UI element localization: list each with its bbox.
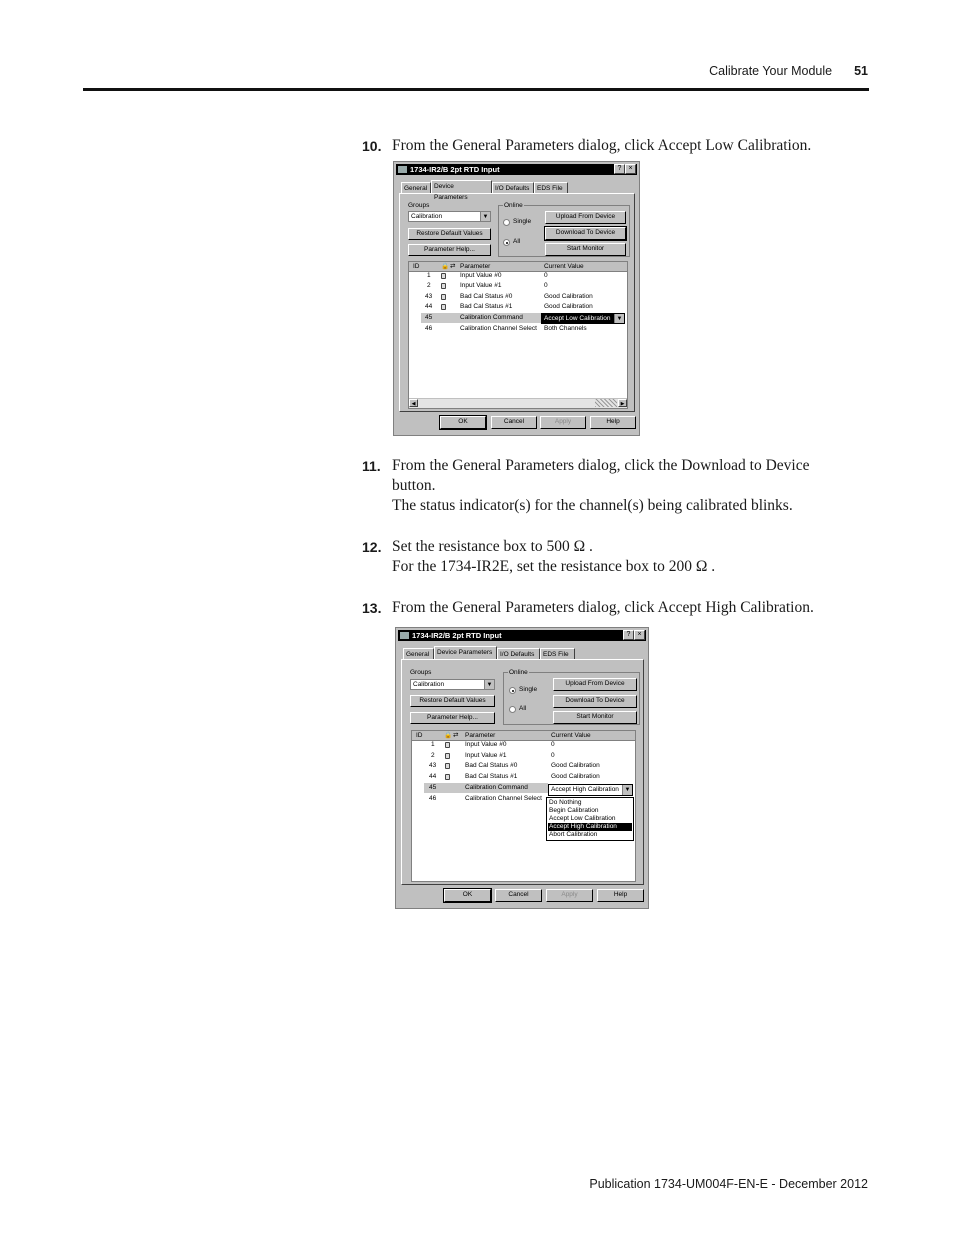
step-number: 10. — [362, 138, 382, 154]
col-id: ID — [413, 263, 420, 270]
restore-defaults-button[interactable]: Restore Default Values — [408, 228, 491, 240]
col-current-value: Current Value — [551, 732, 591, 739]
step-number: 13. — [362, 600, 382, 616]
parameter-help-button[interactable]: Parameter Help... — [410, 712, 495, 724]
radio-all[interactable] — [509, 706, 516, 713]
groups-select[interactable] — [410, 679, 495, 690]
step-text: button. — [392, 477, 436, 494]
tab-general[interactable]: General — [401, 182, 431, 193]
app-icon — [400, 632, 409, 639]
online-group — [503, 669, 640, 725]
lock-icon — [441, 273, 446, 279]
parameter-list[interactable] — [411, 730, 636, 882]
calibration-command-select[interactable] — [541, 313, 625, 324]
start-monitor-button[interactable]: Start Monitor — [545, 243, 626, 256]
help-title-button[interactable]: ? — [623, 630, 634, 640]
col-parameter: Parameter — [460, 263, 491, 270]
close-icon[interactable]: × — [634, 630, 645, 640]
col-id: ID — [416, 732, 423, 739]
lock-icon — [445, 742, 450, 748]
step-12 — [362, 537, 862, 577]
table-row[interactable]: 2 Input Value #1 0 — [427, 282, 548, 289]
lock-icon: 🔒 — [441, 263, 450, 270]
dialog-title-bar — [396, 164, 637, 175]
table-row[interactable]: 2 Input Value #1 0 — [431, 752, 555, 759]
calibration-command-value: Accept High Calibration — [551, 786, 619, 793]
radio-single[interactable] — [503, 219, 510, 226]
dropdown-option[interactable]: Do Nothing — [549, 799, 582, 806]
cancel-button[interactable]: Cancel — [491, 416, 537, 429]
sort-icon: ⇄ — [450, 263, 456, 270]
tab-panel — [401, 659, 644, 885]
tab-io-defaults[interactable]: I/O Defaults — [497, 648, 540, 659]
radio-all-label: All — [519, 705, 527, 712]
tab-eds-file[interactable]: EDS File — [534, 182, 568, 193]
app-icon — [398, 166, 407, 173]
help-button[interactable]: Help — [597, 889, 644, 902]
lock-icon — [445, 753, 450, 759]
col-current-value: Current Value — [544, 263, 584, 270]
apply-button[interactable]: Apply — [540, 416, 586, 429]
online-group — [498, 202, 630, 257]
groups-select[interactable] — [408, 211, 491, 222]
step-number: 11. — [362, 458, 381, 474]
table-row[interactable]: 44 Bad Cal Status #1 Good Calibration — [425, 303, 593, 310]
horizontal-scrollbar[interactable] — [409, 398, 627, 408]
step-note: For the 1734-IR2E, set the resistance box to 200 Ω . — [392, 558, 716, 575]
table-row[interactable]: 46 Calibration Channel Select Both Channels — [425, 325, 587, 332]
step-10 — [362, 136, 862, 156]
parameter-help-button[interactable]: Parameter Help... — [408, 244, 491, 256]
tab-eds-file[interactable]: EDS File — [540, 648, 575, 659]
page-number: 51 — [854, 64, 868, 78]
radio-single-label: Single — [519, 686, 538, 693]
step-number: 12. — [362, 539, 382, 555]
step-text: From the General Parameters dialog, click Accept High Calibration. — [392, 599, 814, 616]
tab-panel — [399, 193, 635, 412]
step-text: From the General Parameters dialog, click the Download to Device — [392, 457, 810, 474]
radio-all[interactable] — [503, 239, 510, 246]
step-result: The status indicator(s) for the channel(s) being calibrated blinks. — [392, 497, 793, 514]
dropdown-option[interactable]: Begin Calibration — [549, 807, 599, 814]
apply-button[interactable]: Apply — [546, 889, 593, 902]
tab-device-parameters[interactable]: Device Parameters — [431, 180, 492, 193]
step-11 — [362, 456, 862, 516]
tab-device-parameters[interactable]: Device Parameters — [434, 646, 497, 659]
lock-icon — [445, 774, 450, 780]
ok-button[interactable]: OK — [440, 416, 486, 429]
radio-single-label: Single — [513, 218, 532, 225]
lock-icon — [445, 763, 450, 769]
calibration-command-dropdown[interactable] — [546, 797, 634, 841]
col-parameter: Parameter — [465, 732, 496, 739]
upload-from-device-button[interactable]: Upload From Device — [545, 211, 626, 224]
help-title-button[interactable]: ? — [614, 164, 625, 174]
table-row[interactable]: 43 Bad Cal Status #0 Good Calibration — [425, 293, 593, 300]
parameter-list[interactable] — [408, 261, 628, 409]
lock-icon — [441, 283, 446, 289]
table-row-selected[interactable]: 45 Calibration Command — [425, 314, 523, 321]
lock-icon: 🔒 — [444, 732, 453, 739]
scroll-right-icon[interactable]: ▶ — [618, 399, 627, 407]
table-row[interactable]: 1 Input Value #0 0 — [431, 741, 555, 748]
sort-icon: ⇄ — [453, 732, 459, 739]
online-label: Online — [504, 202, 523, 209]
dropdown-option[interactable]: Abort Calibration — [549, 831, 598, 838]
table-row[interactable]: 43 Bad Cal Status #0 Good Calibration — [429, 762, 600, 769]
step-text: From the General Parameters dialog, click Accept Low Calibration. — [392, 137, 812, 154]
online-label: Online — [509, 669, 528, 676]
publication-footer: Publication 1734-UM004F-EN-E - December 2012 — [589, 1177, 868, 1191]
scroll-left-icon[interactable]: ◀ — [409, 399, 418, 407]
dialog-accept-low — [393, 161, 640, 436]
lock-icon — [441, 304, 446, 310]
tab-general[interactable]: General — [403, 648, 434, 659]
chevron-down-icon[interactable]: ▼ — [622, 785, 632, 795]
groups-label: Groups — [410, 669, 432, 676]
cancel-button[interactable]: Cancel — [495, 889, 542, 902]
section-title: Calibrate Your Module — [709, 64, 833, 78]
header-rule — [83, 88, 869, 91]
chevron-down-icon[interactable]: ▼ — [480, 212, 490, 221]
ok-button[interactable]: OK — [444, 889, 491, 902]
table-row[interactable]: 46 Calibration Channel Select — [429, 795, 542, 802]
groups-label: Groups — [408, 202, 430, 209]
dialog-title-bar — [398, 630, 646, 641]
chevron-down-icon[interactable]: ▼ — [484, 680, 494, 689]
running-header — [709, 64, 868, 78]
scroll-thumb[interactable] — [595, 399, 617, 407]
groups-value: Calibration — [411, 213, 443, 220]
dropdown-option[interactable]: Accept Low Calibration — [549, 815, 616, 822]
calibration-command-value: Accept Low Calibration — [542, 314, 614, 323]
restore-defaults-button[interactable]: Restore Default Values — [410, 695, 495, 707]
chevron-down-icon[interactable]: ▼ — [614, 314, 624, 323]
radio-single[interactable] — [509, 687, 516, 694]
help-button[interactable]: Help — [590, 416, 636, 429]
dialog-title: 1734-IR2/B 2pt RTD Input — [412, 631, 502, 640]
step-text: Set the resistance box to 500 Ω . — [392, 538, 593, 555]
table-row[interactable]: 44 Bad Cal Status #1 Good Calibration — [429, 773, 600, 780]
download-to-device-button[interactable]: Download To Device — [545, 227, 626, 240]
table-row[interactable]: 1 Input Value #0 0 — [427, 272, 548, 279]
lock-icon — [441, 294, 446, 300]
upload-from-device-button[interactable]: Upload From Device — [553, 678, 637, 691]
start-monitor-button[interactable]: Start Monitor — [553, 711, 637, 724]
step-13 — [362, 598, 862, 618]
table-row-selected[interactable]: 45 Calibration Command — [429, 784, 528, 791]
dialog-title: 1734-IR2/B 2pt RTD Input — [410, 165, 500, 174]
download-to-device-button[interactable]: Download To Device — [553, 695, 637, 708]
groups-value: Calibration — [413, 681, 445, 688]
dialog-accept-high — [395, 627, 649, 909]
close-icon[interactable]: × — [625, 164, 636, 174]
dropdown-option-selected[interactable]: Accept High Calibration — [548, 823, 632, 831]
tab-io-defaults[interactable]: I/O Defaults — [492, 182, 534, 193]
radio-all-label: All — [513, 238, 521, 245]
